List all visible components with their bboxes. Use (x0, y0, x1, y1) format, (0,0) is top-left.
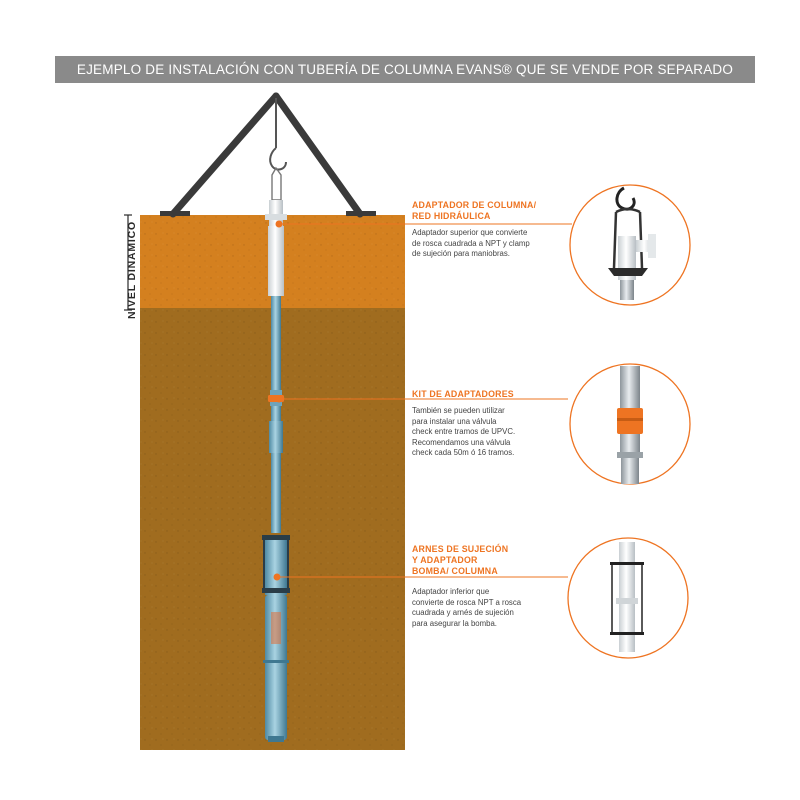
callout-adapter-kit (412, 389, 562, 459)
submersible-pump (263, 595, 289, 742)
callout-title: KIT DE ADAPTADORES (412, 389, 514, 399)
detail-circle-bottom (568, 538, 688, 658)
dynamic-level-label: NIVEL DINAMICO (126, 221, 138, 319)
pump-harness (262, 535, 290, 595)
hook-icon (270, 98, 286, 200)
callout-description: Adaptador inferior que convierte de rosca NPT a rosca cuadrada y arnés de sujeción para asegurar la bomba. (412, 587, 522, 628)
hoist-tripod (173, 96, 360, 214)
detail-circle-top (570, 185, 690, 305)
callout-description: Adaptador superior que convierte de rosca cuadrada a NPT y clamp de sujeción para maniobras. (412, 228, 530, 258)
detail-circle-middle (570, 364, 690, 484)
callout-title: ARNES DE SUJECIÓN Y ADAPTADOR BOMBA/ COLUMNA (412, 544, 509, 576)
callout-title: ADAPTADOR DE COLUMNA/ RED HIDRÁULICA (412, 200, 537, 221)
header-title: EJEMPLO DE INSTALACIÓN CON TUBERÍA DE COLUMNA EVANS® QUE SE VENDE POR SEPARADO (76, 62, 734, 77)
callout-column-adapter (412, 200, 562, 260)
callout-pump-harness (412, 544, 562, 629)
callout-description: También se pueden utilizar para instalar una válvula check entre tramos de UPVC. Recomendamos una válvula check cada 50m ó 16 tramos. (412, 406, 516, 457)
